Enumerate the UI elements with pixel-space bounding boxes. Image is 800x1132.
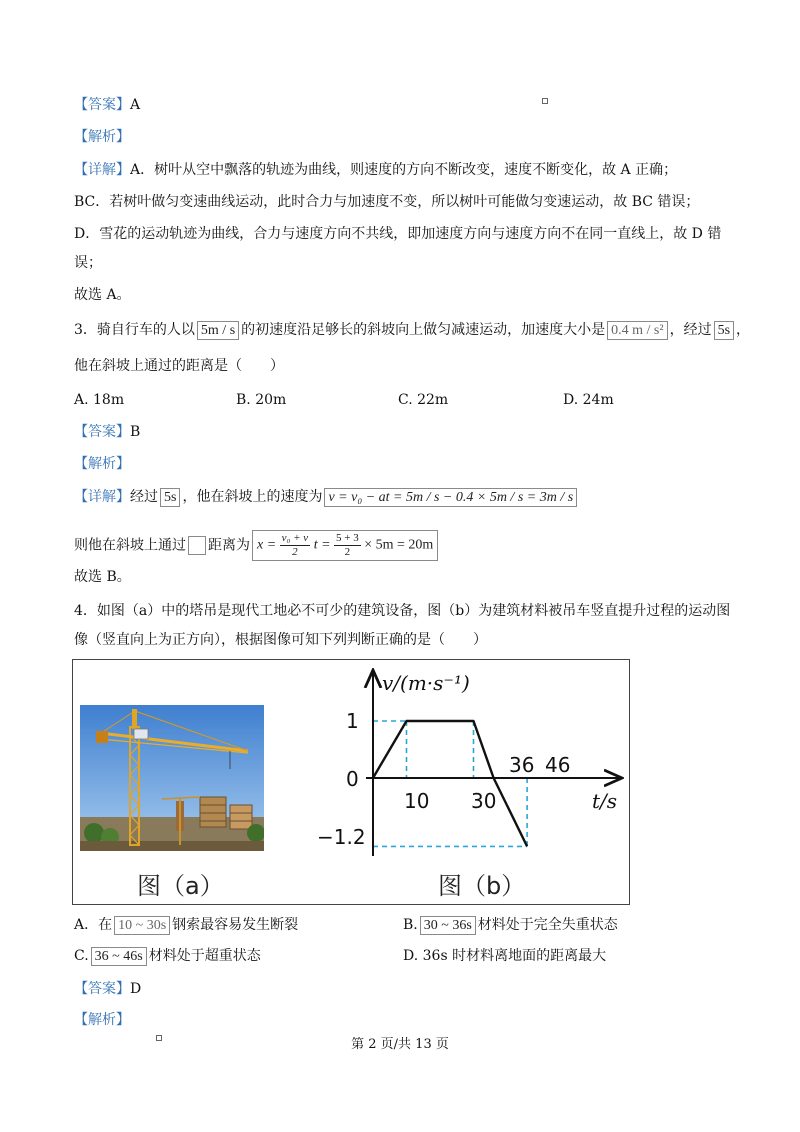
- q3-velocity-formula: v = v₀ − at = 5m / s − 0.4 × 5m / s = 3m / s: [324, 488, 577, 507]
- q3-distance-t: t =: [313, 537, 331, 553]
- q3-detail-text-2: ，他在斜坡上的速度为: [182, 489, 323, 505]
- q4-option-b: [403, 915, 618, 935]
- q4-option-a-formula: 10 ~ 30s: [114, 916, 170, 935]
- detail-text-a: A．树叶从空中飘落的轨迹为曲线，则速度的方向不断改变，速度不断变化，故 A 正确；: [130, 162, 678, 178]
- question-3-stem-line2: 他在斜坡上通过的距离是（ ）: [74, 358, 284, 374]
- velocity-series-line: [373, 721, 527, 846]
- answer-value: B: [130, 424, 141, 440]
- q3-text-1: 3．骑自行车的人以: [74, 322, 195, 338]
- q3-distance-formula: [252, 530, 438, 561]
- velocity-time-graph: [300, 660, 630, 900]
- answer-line-q4: [74, 979, 141, 999]
- q4-option-b-formula: 30 ~ 36s: [420, 916, 476, 935]
- q4-option-a: [74, 915, 298, 935]
- choose-line-q3: 故选 B。: [74, 569, 131, 585]
- answer-value: D: [130, 981, 142, 997]
- detail-line-d1: D．雪花的运动轨迹为曲线，合力与速度方向不共线，即加速度方向与速度方向不在同一直线上，故 D 错: [74, 226, 722, 242]
- q3-option-d: D. 24m: [563, 392, 614, 408]
- q3-option-a: A. 18m: [74, 392, 125, 408]
- answer-tag: 【答案】: [74, 981, 130, 997]
- answer-tag: 【答案】: [74, 97, 130, 113]
- q3-detail-text-1: 经过: [130, 489, 158, 505]
- q4-option-c-text: 材料处于超重状态: [148, 948, 261, 964]
- q3-option-c: C. 22m: [398, 392, 449, 408]
- question-4-stem-line1: 4．如图（a）中的塔吊是现代工地必不可少的建筑设备，图（b）为建筑材料被吊车竖直提升过程的运动图: [74, 603, 731, 619]
- q3-formula-t: 5s: [714, 321, 734, 340]
- analysis-tag: 【解析】: [74, 456, 130, 472]
- q3-distance-result: × 5m = 20m: [364, 537, 434, 553]
- q4-option-c-prefix: C.: [74, 948, 89, 964]
- analysis-tag: 【解析】: [74, 1012, 130, 1028]
- detail-tag: 【详解】: [74, 162, 130, 178]
- q4-option-c-formula: 36 ~ 46s: [91, 947, 147, 966]
- q3-detail-text-4: 距离为: [208, 537, 250, 554]
- caption-figure-b: 图（b）: [438, 872, 526, 900]
- q4-option-b-prefix: B.: [403, 917, 418, 933]
- tower-crane-photo: [80, 705, 264, 851]
- q3-text-4: ，: [736, 322, 751, 338]
- q3-formula-a: 0.4 m / s²: [607, 321, 667, 340]
- q3-detail-line-1: [74, 487, 579, 507]
- x-tick-label-30: 30: [471, 789, 497, 813]
- page-marker-top: [542, 98, 548, 104]
- q3-distance-x: x =: [257, 537, 277, 553]
- q4-option-a-text: 钢索最容易发生断裂: [172, 917, 299, 933]
- analysis-tag: 【解析】: [74, 129, 130, 145]
- x-tick-label-36: 36: [509, 753, 535, 777]
- x-axis-label: t/s: [592, 789, 618, 813]
- y-tick-label-0: 0: [346, 767, 359, 791]
- x-tick-label-46: 46: [545, 753, 571, 777]
- q3-text-2: 的初速度沿足够长的斜坡向上做匀减速运动，加速度大小是: [241, 322, 606, 338]
- detail-tag: 【详解】: [74, 489, 130, 505]
- y-tick-label-neg: −1.2: [317, 825, 366, 849]
- q3-text-3: ，经过: [669, 322, 712, 338]
- detail-line-a: [74, 160, 677, 180]
- answer-line-q2: [74, 95, 140, 115]
- answer-line-q3: [74, 422, 140, 442]
- q3-fraction-2-den: 2: [344, 546, 351, 558]
- y-axis-label: v/(m·s⁻¹): [382, 671, 470, 695]
- q3-detail-formula-t: 5s: [160, 488, 180, 507]
- caption-figure-a: 图（a）: [137, 872, 224, 900]
- q3-fraction-1-den: 2: [292, 546, 298, 558]
- q3-fraction-1-num: v₀ + v: [281, 532, 309, 544]
- q3-formula-v0: 5m / s: [197, 321, 239, 340]
- q3-detail-text-3: 则他在斜坡上通过: [74, 537, 186, 554]
- q3-fraction-1: [280, 532, 311, 559]
- answer-tag: 【答案】: [74, 424, 130, 440]
- q3-fraction-2-num: 5 + 3: [336, 532, 359, 544]
- choose-line-q2: 故选 A。: [74, 287, 131, 303]
- detail-line-bc: BC．若树叶做匀变速曲线运动，此时合力与加速度不变，所以树叶可能做匀变速运动，故 BC 错误；: [74, 194, 700, 210]
- question-4-stem-line2: 像（竖直向上为正方向），根据图像可知下列判断正确的是（ ）: [74, 632, 487, 648]
- question-3-stem: [74, 320, 750, 340]
- q4-option-b-text: 材料处于完全失重状态: [477, 917, 618, 933]
- y-tick-label-1: 1: [346, 709, 359, 733]
- q3-fraction-2: [334, 532, 361, 559]
- q4-option-a-prefix: A．在: [74, 917, 113, 933]
- page-footer: 第 2 页/共 13 页: [351, 1037, 449, 1052]
- q3-option-b: B. 20m: [236, 392, 287, 408]
- q3-empty-formula-box: [188, 536, 206, 555]
- q4-option-c: [74, 946, 261, 966]
- q3-detail-line-2: [74, 530, 440, 561]
- x-tick-label-10: 10: [404, 789, 430, 813]
- answer-value: A: [130, 97, 141, 113]
- q4-option-d: D. 36s 时材料离地面的距离最大: [403, 948, 607, 964]
- detail-line-d2: 误；: [74, 255, 102, 271]
